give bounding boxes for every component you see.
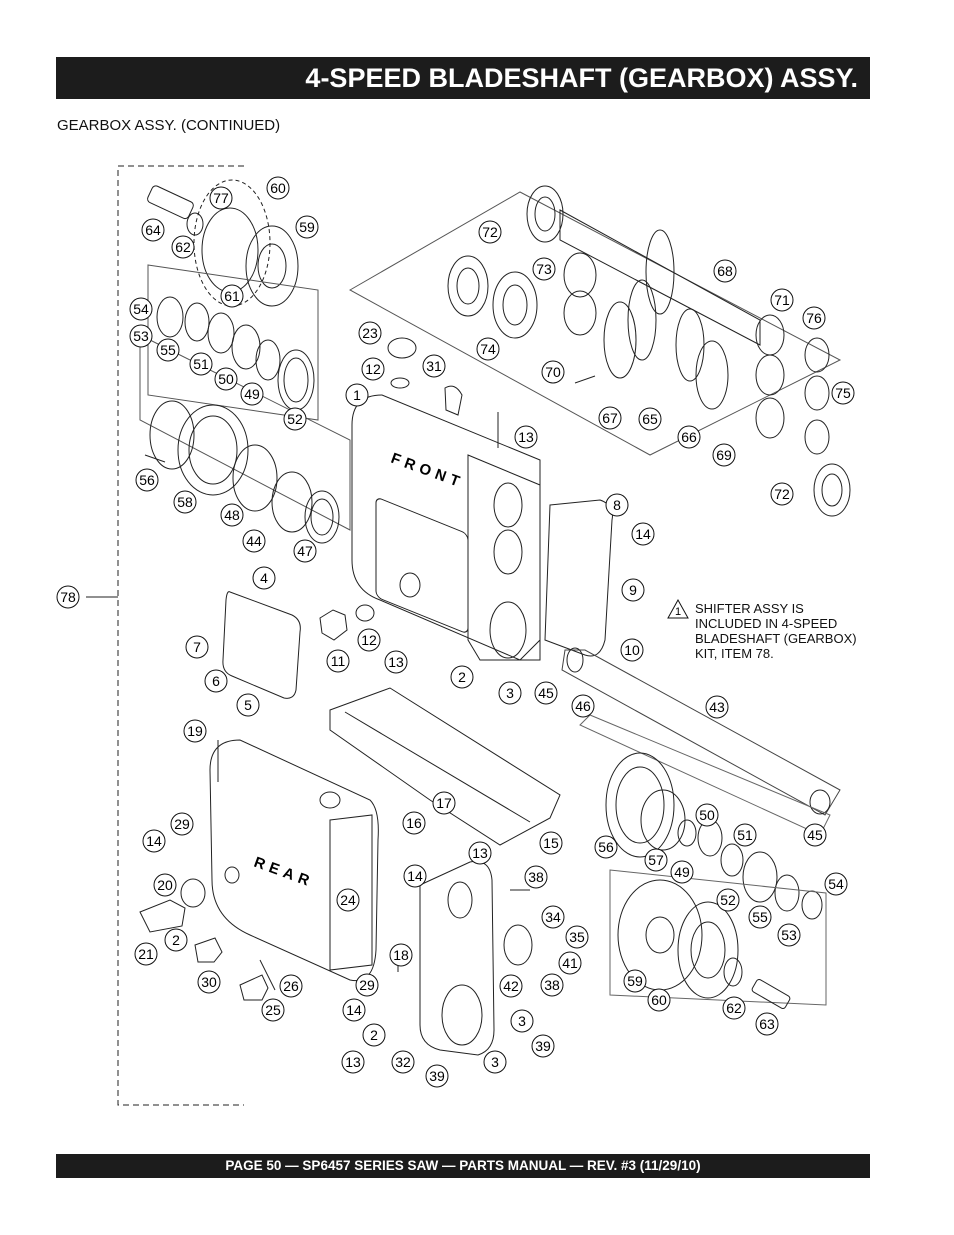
callout-label: 64 [145,222,161,238]
callout-label: 9 [629,582,637,598]
callout-label: 2 [172,932,180,948]
callout-label: 38 [528,869,544,885]
front-housing-label: FRONT [388,449,467,492]
callout-label: 5 [244,697,252,713]
callout-label: 66 [681,429,697,445]
callout-label: 53 [781,927,797,943]
callout-label: 49 [244,386,260,402]
rear-housing-label: REAR [251,853,317,892]
callout-label: 56 [139,472,155,488]
callout-label: 50 [699,807,715,823]
callout-label: 76 [806,310,822,326]
callout-label: 39 [429,1068,445,1084]
callout-label: 7 [193,639,201,655]
callout-label: 58 [177,494,193,510]
callout-label: 20 [157,877,173,893]
callout-label: 47 [297,543,313,559]
section-subtitle: GEARBOX ASSY. (CONTINUED) [57,117,281,134]
callout-label: 62 [726,1000,742,1016]
callout-label: 30 [201,974,217,990]
callout-label: 42 [503,978,519,994]
callout-label: 8 [613,497,621,513]
callout-label: 55 [752,909,768,925]
callout-label: 11 [330,653,346,669]
callout-label: 54 [828,876,844,892]
callout-label: 52 [287,411,303,427]
callout-label: 70 [545,364,561,380]
callout-label: 61 [224,288,240,304]
callout-label: 14 [346,1002,362,1018]
callout-label: 23 [362,325,378,341]
callout-label: 73 [536,261,552,277]
callout-label: 68 [717,263,733,279]
callout-label: 13 [472,845,488,861]
callout-label: 6 [212,673,220,689]
callout-label: 25 [265,1002,281,1018]
callout-label: 34 [545,909,561,925]
callout-label: 57 [648,852,664,868]
callout-label: 12 [361,632,377,648]
callout-label: 12 [365,361,381,377]
callout-label: 29 [359,977,375,993]
footer-text: PAGE 50 — SP6457 SERIES SAW — PARTS MANUAL — REV. #3 (11/29/10) [225,1158,701,1173]
callout-label: 21 [138,946,154,962]
callout-label: 67 [602,410,618,426]
callout-label: 65 [642,411,658,427]
note-line: KIT, ITEM 78. [695,646,774,661]
callout-label: 29 [174,816,190,832]
callout-label: 77 [213,190,229,206]
callout-label: 60 [651,992,667,1008]
note-line: BLADESHAFT (GEARBOX) [695,631,857,646]
callout-label: 16 [406,815,422,831]
callout-label: 50 [218,371,234,387]
callout-label: 1 [353,387,361,403]
callout-label: 3 [506,685,514,701]
callout-label: 62 [175,239,191,255]
page-title: 4-SPEED BLADESHAFT (GEARBOX) ASSY. [305,63,858,93]
page-footer-bar [56,1154,870,1178]
callout-label: 15 [543,835,559,851]
callout-label: 54 [133,301,149,317]
callout-label: 10 [624,642,640,658]
callout-label: 14 [407,868,423,884]
callout-label: 59 [627,973,643,989]
callout-label: 72 [482,224,498,240]
callout-label: 26 [283,978,299,994]
callout-label: 31 [426,358,442,374]
callout-label: 44 [246,533,262,549]
callout-label: 52 [720,892,736,908]
callout-label: 59 [299,219,315,235]
callout-label: 13 [345,1054,361,1070]
callout-label: 48 [224,507,240,523]
callout-label: 55 [160,342,176,358]
callout-label: 45 [807,827,823,843]
callout-label: 2 [370,1027,378,1043]
callout-label: 69 [716,447,732,463]
callout-label: 41 [562,955,578,971]
callout-label: 56 [598,839,614,855]
callout-label: 19 [187,723,203,739]
callout-label: 49 [674,864,690,880]
callout-label: 45 [538,685,554,701]
callout-label: 4 [260,570,268,586]
callout-label: 51 [737,827,753,843]
callout-label: 63 [759,1016,775,1032]
callout-label: 46 [575,698,591,714]
callout-label: 78 [60,589,76,605]
callout-label: 75 [835,385,851,401]
callout-label: 13 [518,429,534,445]
callout-label: 71 [774,292,790,308]
callout-label: 53 [133,328,149,344]
callout-label: 17 [436,795,452,811]
callout-label: 39 [535,1038,551,1054]
callout-label: 18 [393,947,409,963]
shifter-note [695,601,857,661]
callout-label: 72 [774,486,790,502]
callout-label: 14 [146,833,162,849]
callout-label: 32 [395,1054,411,1070]
callout-label: 60 [270,180,286,196]
callout-label: 38 [544,977,560,993]
callout-label: 3 [491,1054,499,1070]
callout-label: 14 [635,526,651,542]
callout-label: 24 [340,892,356,908]
callout-label: 35 [569,929,585,945]
note-marker: 1 [675,606,682,618]
note-line: INCLUDED IN 4-SPEED [695,616,838,631]
callout-label: 13 [388,654,404,670]
callout-label: 51 [193,356,209,372]
note-line: SHIFTER ASSY IS [695,601,804,616]
callout-label: 74 [480,341,496,357]
callout-label: 43 [709,699,725,715]
callout-label: 2 [458,669,466,685]
callout-label: 3 [518,1013,526,1029]
